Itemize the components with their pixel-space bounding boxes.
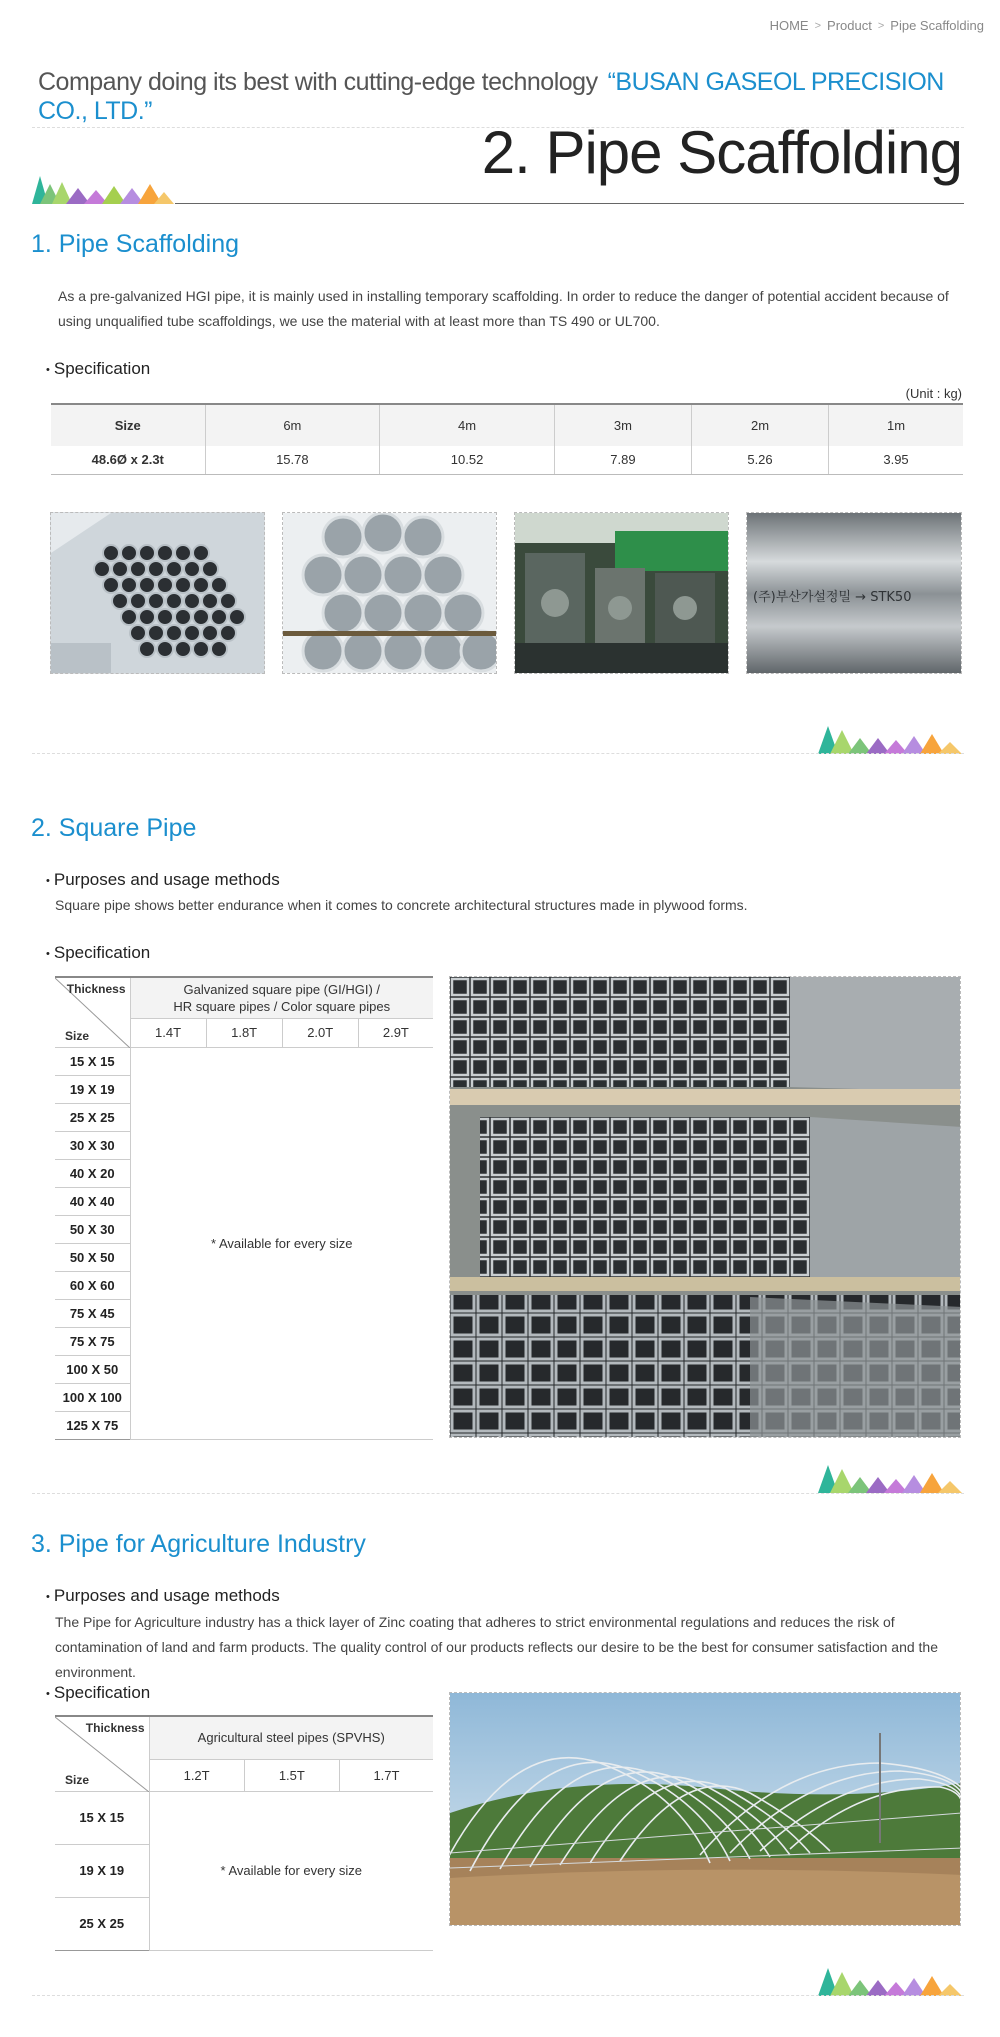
section3-purpose: The Pipe for Agriculture industry has a thick layer of Zinc coating that adheres to strict environmental regulations and reduces the risk of contamination of land and farm products. The quality control of our products reflects our desire to be the best for consumer satisfaction and the environment. xyxy=(55,1614,939,1680)
bullet-icon: • xyxy=(46,1590,50,1603)
size-cell: 100 X 50 xyxy=(55,1355,130,1383)
title-underline xyxy=(175,203,964,204)
size-cell: 125 X 75 xyxy=(55,1411,130,1439)
th-thickness: 2.9T xyxy=(358,1018,433,1047)
pipe-stamp-text: (주)부산가설정밀 → STK50 xyxy=(753,590,912,605)
size-cell: 40 X 40 xyxy=(55,1187,130,1215)
pipe-scaffolding-spec-table xyxy=(51,403,963,475)
purposes-heading: • Purposes and usage methods xyxy=(46,1586,280,1605)
size-cell: 15 X 15 xyxy=(55,1047,130,1075)
divider xyxy=(32,1995,964,1996)
thickness-size-header: Thickness Size xyxy=(55,1716,149,1791)
photo-greenhouse-frame xyxy=(449,1692,961,1926)
th-length: 1m xyxy=(829,404,963,446)
purposes-heading: • Purposes and usage methods xyxy=(46,870,280,889)
bullet-icon: • xyxy=(46,947,50,960)
photo-pipe-bundle xyxy=(50,512,265,674)
size-cell: 30 X 30 xyxy=(55,1131,130,1159)
size-cell: 75 X 75 xyxy=(55,1327,130,1355)
size-cell: 19 X 19 xyxy=(55,1075,130,1103)
thickness-size-header: Thickness Size xyxy=(55,977,130,1047)
th-thickness: 1.4T xyxy=(130,1018,206,1047)
table-row: 48.6Ø x 2.3t 15.78 10.52 7.89 5.26 3.95 xyxy=(51,446,963,474)
breadcrumb-home[interactable]: HOME xyxy=(769,18,809,33)
th-thickness: 1.7T xyxy=(339,1759,433,1791)
spec-heading: • Specification xyxy=(46,1683,151,1702)
section2-purpose: Square pipe shows better endurance when it comes to concrete architectural structures made in plywood forms. xyxy=(55,897,748,913)
mountains-decoration-icon xyxy=(32,172,174,209)
th-thickness: 1.5T xyxy=(244,1759,339,1791)
size-cell: 15 X 15 xyxy=(55,1791,149,1844)
size-cell: 50 X 30 xyxy=(55,1215,130,1243)
size-cell: 50 X 50 xyxy=(55,1243,130,1271)
chevron-right-icon: > xyxy=(814,19,822,32)
section1-description: As a pre-galvanized HGI pipe, it is mainly used in installing temporary scaffolding. In order to reduce the danger of potential accident because of using unqualified tube scaffoldings, we use the material with at least more than TS 490 or UL700. xyxy=(58,288,949,329)
th-size: Size xyxy=(51,404,205,446)
th-length: 6m xyxy=(205,404,380,446)
photo-pipe-machinery xyxy=(514,512,729,674)
spec-heading: • Specification xyxy=(46,943,151,962)
breadcrumb-product[interactable]: Product xyxy=(827,18,872,33)
divider xyxy=(32,753,964,754)
availability-cell: * Available for every size xyxy=(149,1791,433,1950)
chevron-right-icon: > xyxy=(877,19,885,32)
divider xyxy=(32,1493,964,1494)
availability-cell: * Available for every size xyxy=(130,1047,433,1439)
th-length: 2m xyxy=(691,404,828,446)
size-cell: 25 X 25 xyxy=(55,1897,149,1950)
size-cell: 40 X 20 xyxy=(55,1159,130,1187)
th-thickness: 1.2T xyxy=(149,1759,244,1791)
photo-pipe-closeup xyxy=(746,512,962,674)
breadcrumb xyxy=(770,18,984,33)
section-title-square-pipe: 2. Square Pipe xyxy=(31,814,197,842)
th-thickness: 2.0T xyxy=(282,1018,358,1047)
unit-label: (Unit : kg) xyxy=(905,386,962,401)
section-title-agriculture-pipe: 3. Pipe for Agriculture Industry xyxy=(31,1530,366,1558)
th-length: 3m xyxy=(554,404,691,446)
th-length: 4m xyxy=(380,404,555,446)
size-cell: 19 X 19 xyxy=(55,1844,149,1897)
bullet-icon: • xyxy=(46,363,50,376)
size-cell: 100 X 100 xyxy=(55,1383,130,1411)
size-cell: 25 X 25 xyxy=(55,1103,130,1131)
bullet-icon: • xyxy=(46,1687,50,1700)
bullet-icon: • xyxy=(46,874,50,887)
tagline-text: Company doing its best with cutting-edge technology xyxy=(38,68,598,96)
photo-square-pipes xyxy=(449,976,961,1438)
page-title: 2. Pipe Scaffolding xyxy=(481,119,962,186)
photo-pipe-stacks xyxy=(282,512,497,674)
breadcrumb-current: Pipe Scaffolding xyxy=(890,18,984,33)
company-name: “BUSAN GASEOL PRECISION CO., LTD.” xyxy=(38,68,944,125)
product-header: Agricultural steel pipes (SPVHS) xyxy=(149,1716,433,1759)
square-pipe-spec-table xyxy=(55,976,433,1440)
th-thickness: 1.8T xyxy=(206,1018,282,1047)
product-header: Galvanized square pipe (GI/HGI) / HR square pipes / Color square pipes xyxy=(130,977,433,1018)
size-cell: 75 X 45 xyxy=(55,1299,130,1327)
size-cell: 60 X 60 xyxy=(55,1271,130,1299)
spec-heading: • Specification xyxy=(46,359,151,378)
section-title-pipe-scaffolding: 1. Pipe Scaffolding xyxy=(31,230,240,258)
agriculture-pipe-spec-table xyxy=(55,1715,433,1951)
